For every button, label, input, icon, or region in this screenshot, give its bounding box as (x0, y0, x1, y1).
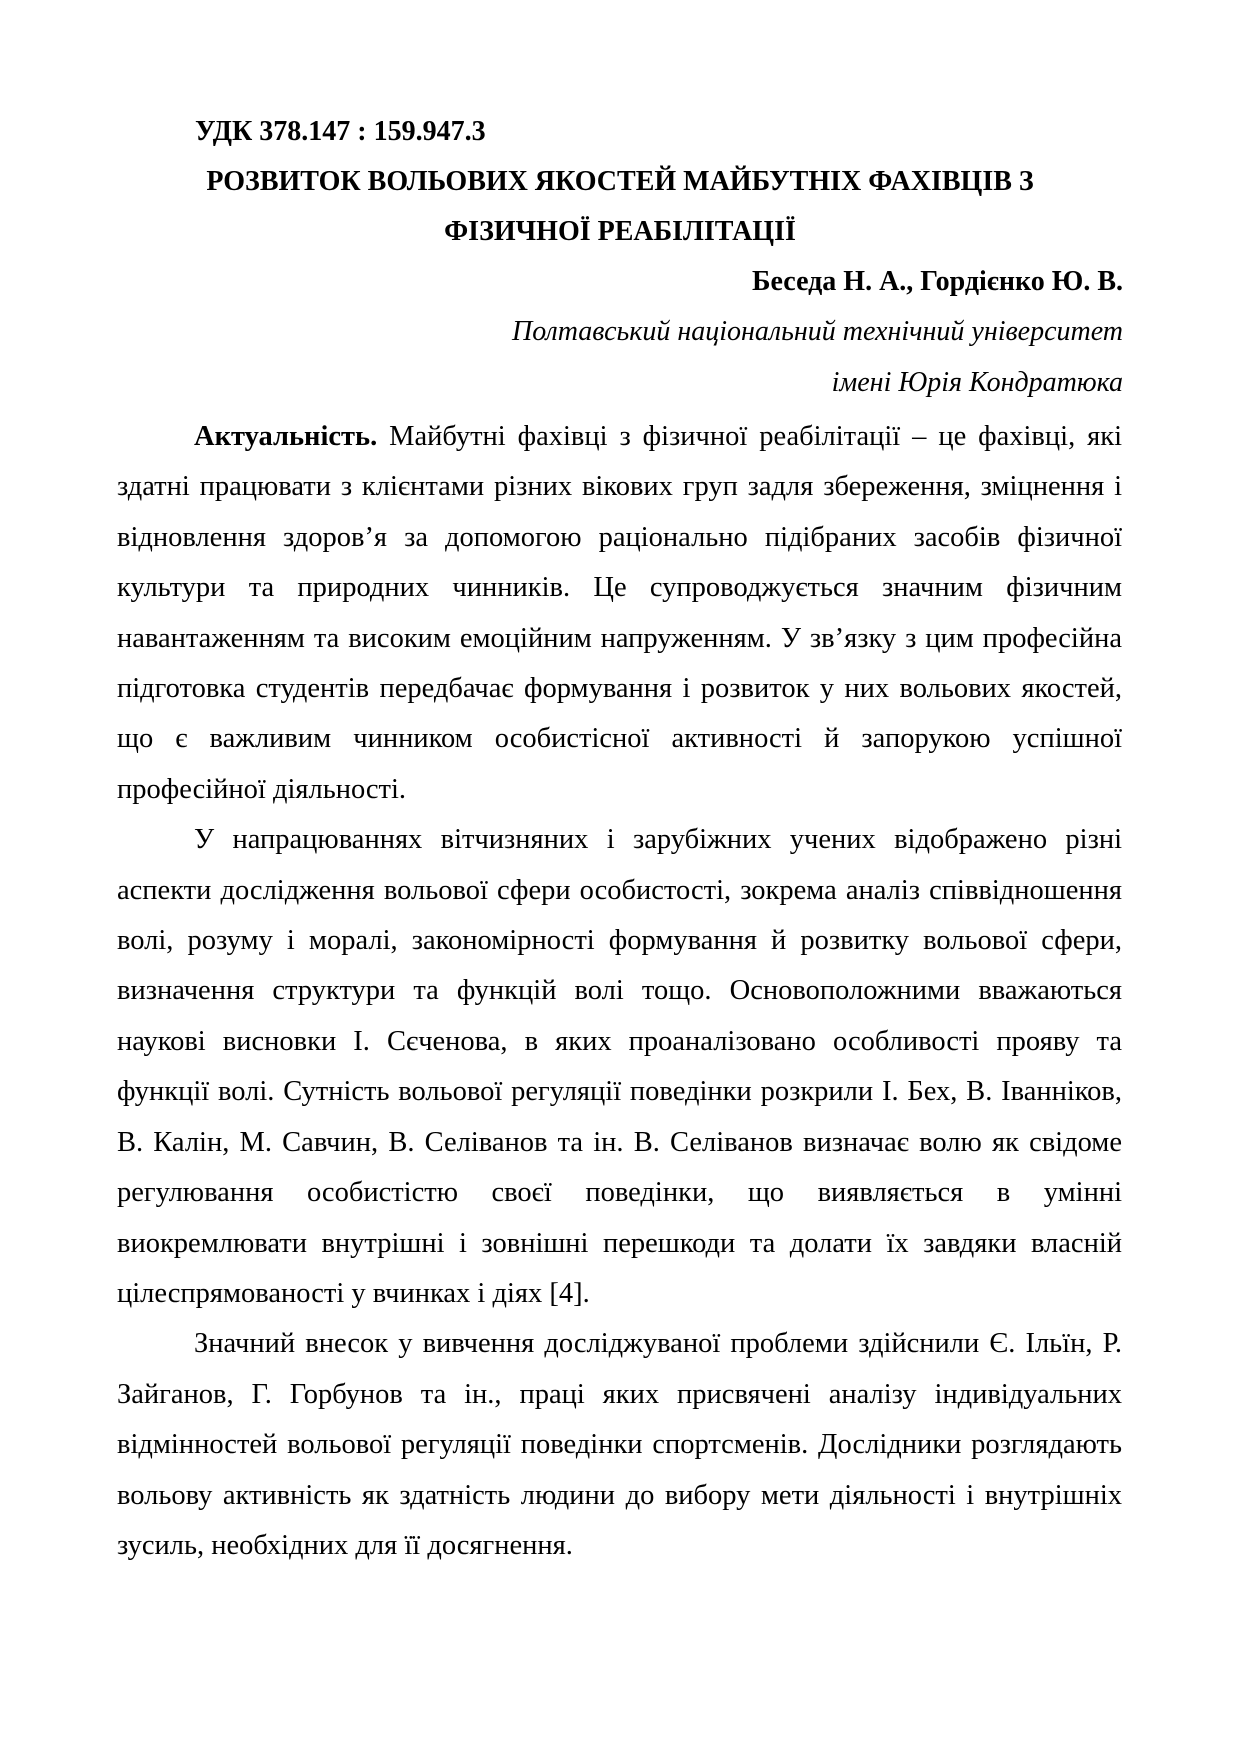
paper-title-line-2: ФІЗИЧНОЇ РЕАБІЛІТАЦІЇ (444, 216, 796, 247)
affiliation-line-2: імені Юрія Кондратюка (831, 367, 1123, 398)
keyword-relevance: Актуальність. (194, 421, 378, 452)
paragraph-research-review: У напрацюваннях вітчизняних і зарубіжних учених відображено різні аспекти дослідження вольової сфери особистості, зокрема аналіз співвідношення волі, розуму і моралі, закономірності формування й розвитку вольової сфери, визначення структури та функцій волі тощо. Основоположними вважаються наукові висновки І. Сєченова, в яких проаналізовано особливості прояву та функції волі. Сутність вольової регуляції поведінки розкрили І. Бех, В. Іванніков, В. Калін, М. Савчин, В. Селіванов та ін. В. Селіванов визначає волю як свідоме регулювання особистістю своєї поведінки, що виявляється в умінні виокремлювати внутрішні і зовнішні перешкоди та долати їх завдяки власній цілеспрямованості у вчинках і діях [4]. (117, 824, 1122, 1309)
authors: Беседа Н. А., Гордієнко Ю. В. (752, 266, 1123, 297)
paper-title-line-1: РОЗВИТОК ВОЛЬОВИХ ЯКОСТЕЙ МАЙБУТНІХ ФАХІВЦІВ З (206, 166, 1034, 197)
paragraph-contributions: Значний внесок у вивчення досліджуваної проблеми здійснили Є. Ільїн, Р. Зайганов, Г. Горбунов та ін., праці яких присвячені аналізу індивідуальних відмінностей вольової регуляції поведінки спортсменів. Дослідники розглядають вольову активність як здатність людини до вибору мети діяльності і внутрішніх зусиль, необхідних для її досягнення. (117, 1328, 1122, 1561)
paragraph-relevance (117, 412, 1122, 815)
article-body (117, 412, 1122, 1571)
paragraph-relevance-text: Майбутні фахівці з фізичної реабілітації – це фахівці, які здатні працювати з клієнтами різних вікових груп задля збереження, зміцнення і відновлення здоров’я за допомогою раціонально підібраних засобів фізичної культури та природних чинників. Це супроводжується значним фізичним навантаженням та високим емоційним напруженням. У зв’язку з цим професійна підготовка студентів передбачає формування і розвиток у них вольових якостей, що є важливим чинником особистісної активності й запорукою успішної професійної діяльності. (117, 421, 1122, 805)
udk-code: УДК 378.147 : 159.947.3 (195, 116, 486, 147)
affiliation-line-1: Полтавський національний технічний університет (512, 316, 1123, 347)
